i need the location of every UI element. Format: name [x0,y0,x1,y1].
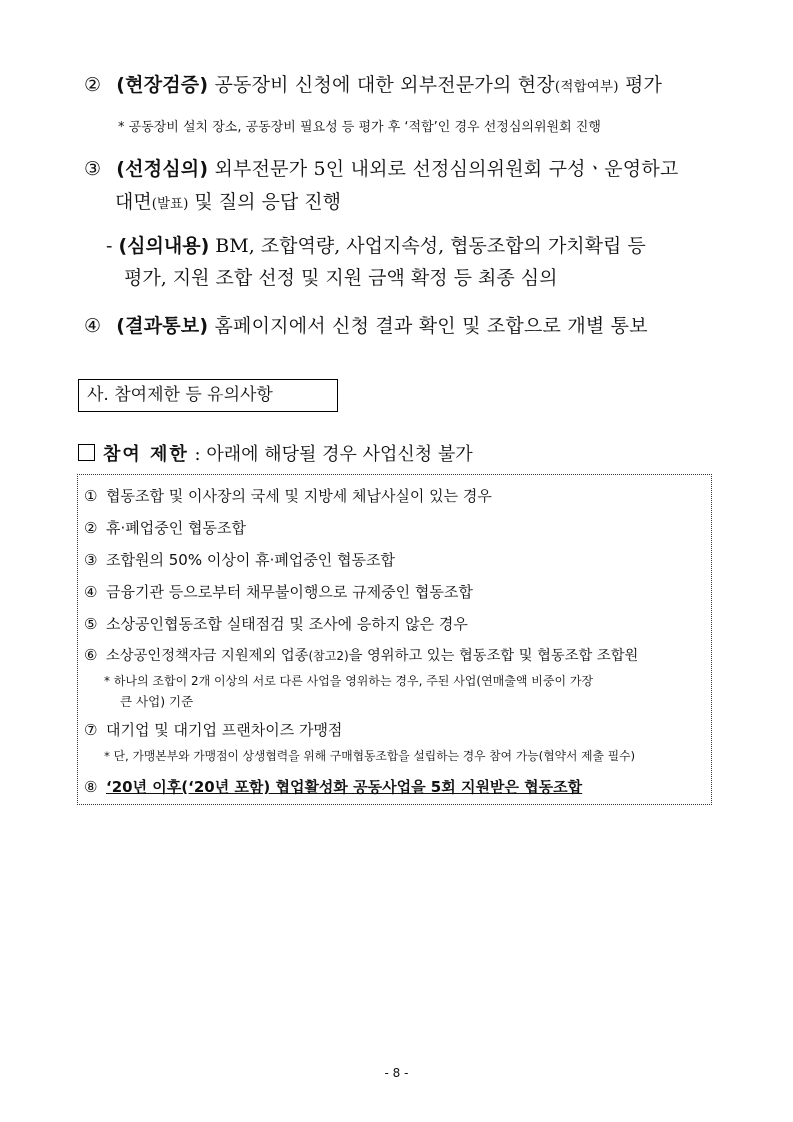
line-small-text: (발표) [151,196,189,212]
step-number: ③ [84,158,102,180]
step-site-inspection-note: * 공동장비 설치 장소, 공동장비 필요성 등 평가 후 ‘적합’인 경우 선정심의위원회 진행 [118,120,601,135]
step-keyword: (결과통보) [116,315,209,337]
step-small-text: (적합여부) [554,79,619,95]
item-text: 금융기관 등으로부터 채무불이행으로 규제중인 협동조합 [106,583,473,601]
item-text: ‘20년 이후(‘20년 포함) 협업활성화 공동사업을 5회 지원받은 협동조합 [106,778,583,796]
review-content [106,233,646,259]
line-text-end: 및 질의 응답 진행 [188,191,341,213]
restriction-item [84,645,638,665]
restriction-heading [78,440,473,466]
step-text: 공동장비 신청에 대한 외부전문가의 현장 [208,74,555,96]
step-keyword: (선정심의) [116,158,209,180]
step-number: ④ [84,315,102,337]
item-text: 협동조합 및 이사장의 국세 및 지방세 체납사실이 있는 경우 [106,487,492,505]
item-text: 조합원의 50% 이상이 휴·폐업중인 협동조합 [106,551,396,569]
item-text: 소상공인협동조합 실태점검 및 조사에 응하지 않은 경우 [106,615,468,633]
item6-note-line1: * 하나의 조합이 2개 이상의 서로 다른 사업을 영위하는 경우, 주된 사업(연매출액 비중이 가장 [104,674,594,688]
review-keyword: (심의내용) [118,235,210,257]
restriction-item [84,549,395,570]
step-number: ② [84,74,102,96]
restriction-item [84,613,468,634]
restriction-keyword: 참여 제한 [103,444,189,465]
page-number: - 8 - [384,1066,409,1080]
step-result-notice [84,313,648,339]
step-text: 외부전문가 5인 내외로 선정심의위원회 구성ㆍ운영하고 [208,158,679,180]
restriction-item [84,485,492,506]
step-selection-review [84,156,678,182]
line-text: 대면 [115,191,152,213]
step-keyword: (현장검증) [116,74,209,96]
item-text: 소상공인정책자금 지원제외 업종 [106,648,309,664]
item-number: ③ [84,551,98,569]
section-title: 사. 참여제한 등 유의사항 [78,379,338,412]
review-text: BM, 조합역량, 사업지속성, 협동조합의 가치확립 등 [209,235,646,257]
step-selection-review-line2 [115,189,341,217]
step-text: 홈페이지에서 신청 결과 확인 및 조합으로 개별 통보 [208,315,648,337]
dash-marker: - [106,235,119,257]
item7-note: * 단, 가맹본부와 가맹점이 상생협력을 위해 구매협동조합을 설립하는 경우 참여 가능(협약서 제출 필수) [104,749,636,763]
item-number: ① [84,487,98,505]
restriction-text: : 아래에 해당될 경우 사업신청 불가 [188,444,473,465]
item-text: 대기업 및 대기업 프랜차이즈 가맹점 [106,721,343,739]
item-small-text: (참고2) [308,649,349,663]
square-bullet-icon [78,444,95,461]
item-number: ⑤ [84,615,98,633]
item-number: ② [84,519,98,537]
item-number: ⑦ [84,721,98,739]
item-number: ⑥ [84,646,98,664]
step-site-inspection [84,72,662,100]
item6-note-line2: 큰 사업) 기준 [120,694,194,709]
step-text-end: 평가 [618,74,663,96]
restriction-item [84,581,473,602]
review-content-line2: 평가, 지원 조합 선정 및 지원 금액 확정 등 최종 심의 [124,267,558,289]
item-number: ④ [84,583,98,601]
restriction-item [84,517,246,538]
restriction-item [84,719,342,740]
restriction-item [84,776,582,797]
item-text: 휴·폐업중인 협동조합 [106,519,246,537]
item-text-end: 을 영위하고 있는 협동조합 및 협동조합 조합원 [348,648,639,664]
item-number: ⑧ [84,778,98,796]
